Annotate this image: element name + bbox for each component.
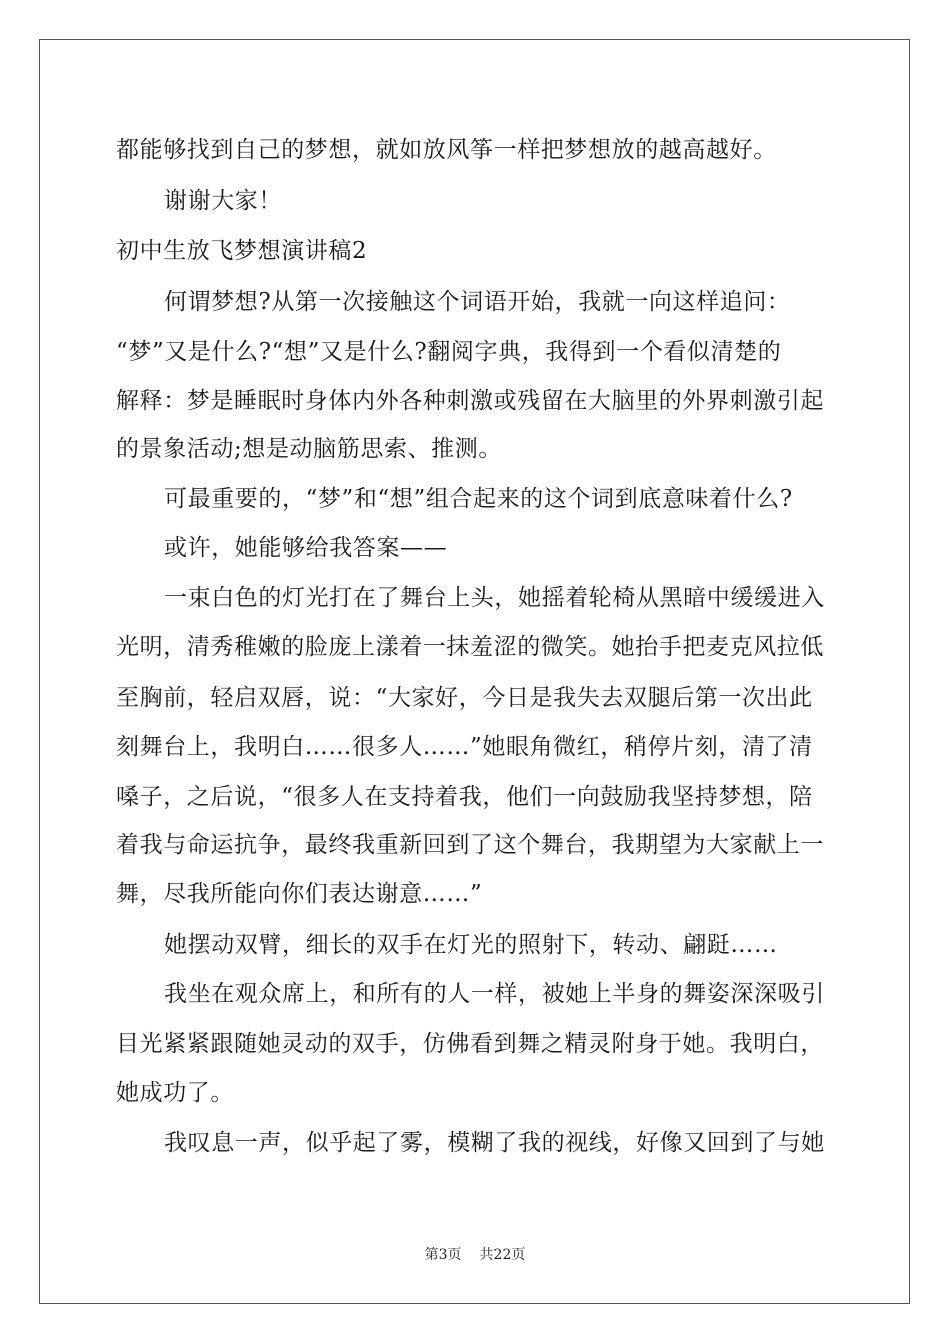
text-line: 着我与命运抗争，最终我重新回到了这个舞台，我期望为大家献上一 (116, 832, 824, 858)
text-line: 目光紧紧跟随她灵动的双手，仿佛看到舞之精灵附身于她。我明白， (116, 1031, 824, 1057)
text-line: 嗓子，之后说，“很多人在支持着我，他们一向鼓励我坚持梦想，陪 (116, 784, 813, 810)
text-line: 至胸前，轻启双唇，说：“大家好，今日是我失去双腿后第一次出此 (116, 685, 813, 711)
text-line: 舞，尽我所能向你们表达谢意……” (116, 881, 483, 907)
text-line: 一束白色的灯光打在了舞台上头，她摇着轮椅从黑暗中缓缓进入 (164, 585, 825, 611)
text-line: 光明，清秀稚嫩的脸庞上漾着一抹羞涩的微笑。她抬手把麦克风拉低 (116, 634, 824, 660)
text-line: 谢谢大家！ (164, 188, 282, 214)
text-line: 何谓梦想?从第一次接触这个词语开始，我就一向这样追问： (164, 289, 791, 315)
text-line: “梦”又是什么?“想”又是什么?翻阅字典，我得到一个看似清楚的 (116, 339, 782, 365)
text-line: 我叹息一声，似乎起了雾，模糊了我的视线，好像又回到了与她 (164, 1130, 825, 1156)
text-line: 的景象活动;想是动脑筋思索、推测。 (116, 436, 502, 462)
text-line: 都能够找到自己的梦想，就如放风筝一样把梦想放的越高越好。 (116, 137, 777, 163)
text-line: 刻舞台上，我明白……很多人……”她眼角微红，稍停片刻，清了清 (116, 734, 813, 760)
text-line: 或许，她能够给我答案—— (164, 535, 448, 561)
text-line: 她成功了。 (116, 1080, 234, 1106)
page-number-current: 第3页 (424, 1247, 462, 1263)
text-line: 可最重要的，“梦”和“想”组合起来的这个词到底意味着什么? (164, 486, 793, 512)
text-line: 我坐在观众席上，和所有的人一样，被她上半身的舞姿深深吸引 (164, 981, 825, 1007)
page-number-total: 共22页 (479, 1247, 526, 1263)
section-heading: 初中生放飞梦想演讲稿2 (116, 238, 368, 264)
page-border (39, 39, 910, 1304)
page-footer (0, 1246, 950, 1264)
text-line: 她摆动双臂，细长的双手在灯光的照射下，转动、翩跹…… (164, 932, 778, 958)
text-line: 解释：梦是睡眠时身体内外各种刺激或残留在大脑里的外界刺激引起 (116, 388, 824, 414)
